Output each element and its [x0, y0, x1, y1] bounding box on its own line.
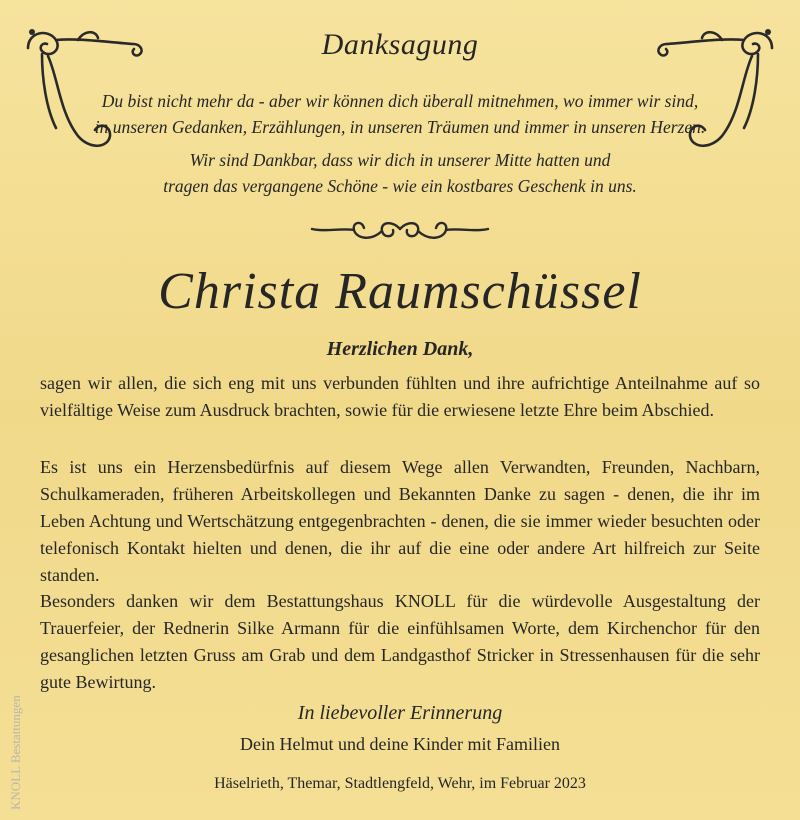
- closing-line: In liebevoller Erinnerung: [297, 702, 503, 724]
- body-paragraph: Es ist uns ein Herzensbedürfnis auf diesem Wege allen Verwandten, Freunden, Nachbarn, Schulkameraden, früheren Arbeitskollegen und Bekannten Danke zu sagen - denen, die ihr im Leben Achtung und Wertschätzung entgegenbrachten - denen, die sie immer wieder besuchten oder telefonisch Kontakt hielten und denen, die ihr auf die eine oder andere Art hilfreich zur Seite standen.: [40, 457, 760, 585]
- watermark: KNOLL Bestattungen: [8, 695, 23, 810]
- body-paragraph: Besonders danken wir dem Bestattungshaus KNOLL für die würdevolle Ausgestaltung der Trauerfeier, der Rednerin Silke Armann für die einfühlsamen Worte, dem Kirchenchor für den gesanglichen letzten Gruss am Grab und dem Landgasthof Stricker in Stressenhausen für die sehr gute Bewirtung.: [40, 591, 760, 692]
- quote-line: Wir sind Dankbar, dass wir dich in unserer Mitte hatten und: [189, 150, 611, 170]
- page-title: Danksagung: [321, 28, 479, 61]
- flourish-divider-icon: [300, 212, 500, 246]
- deceased-name: Christa Raumschüssel: [158, 263, 642, 320]
- quote-line: tragen das vergangene Schöne - wie ein kostbares Geschenk in uns.: [163, 176, 637, 196]
- thanks-heading: Herzlichen Dank,: [326, 338, 474, 360]
- signers: Dein Helmut und deine Kinder mit Familien: [240, 734, 560, 754]
- place-date: Häselrieth, Themar, Stadtlengfeld, Wehr, im Februar 2023: [214, 775, 586, 792]
- opening-quote: [0, 88, 800, 140]
- body-paragraph: sagen wir allen, die sich eng mit uns verbunden fühlten und ihre aufrichtige Anteilnahme auf so vielfältige Weise zum Ausdruck brachten, sowie für die erwiesene letzte Ehre beim Abschied.: [40, 373, 760, 420]
- quote-line: Du bist nicht mehr da - aber wir können dich überall mitnehmen, wo immer wir sind,: [101, 91, 699, 111]
- second-quote: [0, 147, 800, 199]
- quote-line: in unseren Gedanken, Erzählungen, in unseren Träumen und immer in unseren Herzen.: [94, 117, 706, 137]
